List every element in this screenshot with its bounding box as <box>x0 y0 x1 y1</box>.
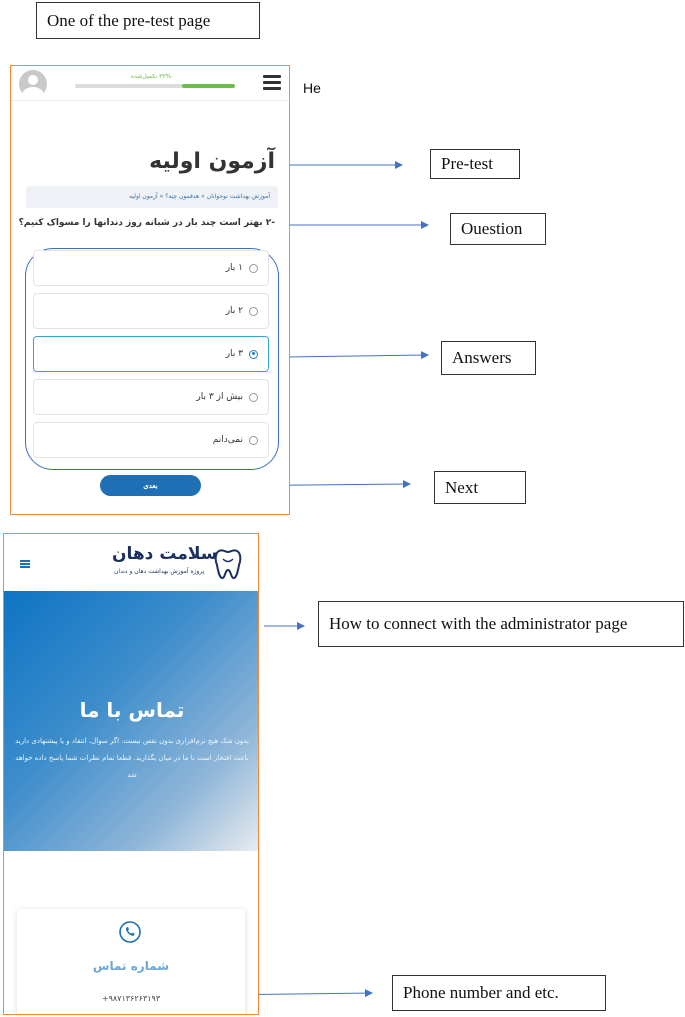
progress-fill <box>182 84 235 88</box>
answers-label-box <box>441 341 536 375</box>
contact-card-title: شماره تماس <box>92 959 170 973</box>
admin-contact-label-box <box>318 601 684 647</box>
page-title: آزمون اولیه <box>149 149 275 174</box>
pretest-screen <box>10 65 290 515</box>
logo-subtitle: پروژه آموزش بهداشت دهان و دندان <box>114 568 205 575</box>
answer-option[interactable] <box>33 379 269 415</box>
radio-checked-icon[interactable] <box>249 350 258 359</box>
logo-title[interactable]: سلامت دهان <box>112 544 218 564</box>
breadcrumb[interactable]: آموزش بهداشت نوجوانان » هدفمون چیه؟ » آزمون اولیه <box>26 186 278 208</box>
menu-icon[interactable] <box>20 560 30 568</box>
contact-screen <box>3 533 259 1015</box>
tooth-logo-icon <box>214 548 242 580</box>
hero-description: بدون شک هیچ نرم‌افزاری بدون نقص نیست. اگر سوال، انتقاد و یا پیشنهادی دارید باعث افتخار است با ما در میان بگذارید. قطعا تمام نظرات شما پاسخ داده خواهد شد <box>15 737 249 779</box>
question-label: Ouestion <box>461 219 523 238</box>
question-text: -۲ بهتر است چند بار در شبانه روز دندانها را مسواک کنیم؟ <box>18 218 275 228</box>
next-label-box <box>434 471 526 504</box>
answer-option[interactable] <box>33 250 269 286</box>
phone-number[interactable]: +۹۸۷۱۳۶۲۶۳۱۹۳ <box>101 994 161 1003</box>
caption-text: One of the pre-test page <box>47 10 211 30</box>
answer-label: ۲ بار <box>225 306 243 316</box>
avatar[interactable] <box>19 70 47 98</box>
answer-label: نمی‌دانم <box>212 435 243 445</box>
answer-option[interactable] <box>33 422 269 458</box>
hero-title: تماس با ما <box>79 698 185 722</box>
radio-unchecked-icon[interactable] <box>249 307 258 316</box>
answer-option[interactable] <box>33 336 269 372</box>
radio-unchecked-icon[interactable] <box>249 264 258 273</box>
next-label: Next <box>445 477 479 497</box>
header-divider <box>11 100 289 101</box>
caption-box <box>36 2 260 39</box>
pretest-label: Pre-test <box>441 154 493 173</box>
phone-label: Phone number and etc. <box>403 983 559 1002</box>
answer-option[interactable] <box>33 293 269 329</box>
arrow-answers <box>286 355 428 357</box>
radio-unchecked-icon[interactable] <box>249 393 258 402</box>
phone-label-box <box>392 975 606 1011</box>
answer-label: ۳ بار <box>225 349 243 359</box>
answer-label: بیش از ۳ بار <box>196 392 243 402</box>
answer-label: ۱ بار <box>225 263 243 273</box>
radio-unchecked-icon[interactable] <box>249 436 258 445</box>
answers-label: Answers <box>452 348 512 367</box>
progress-label: ۳۳% تکمیل‌شده <box>131 73 172 80</box>
hero-banner <box>4 591 259 851</box>
contact-card <box>17 909 245 1015</box>
menu-icon[interactable] <box>263 75 281 89</box>
pretest-label-box <box>430 149 520 179</box>
next-button[interactable]: بعدی <box>100 475 201 496</box>
phone-icon <box>119 921 141 943</box>
progress-bar <box>75 84 235 88</box>
he-note: He <box>303 80 321 96</box>
admin-contact-label: How to connect with the administrator page <box>329 614 628 633</box>
question-label-box <box>450 213 546 245</box>
